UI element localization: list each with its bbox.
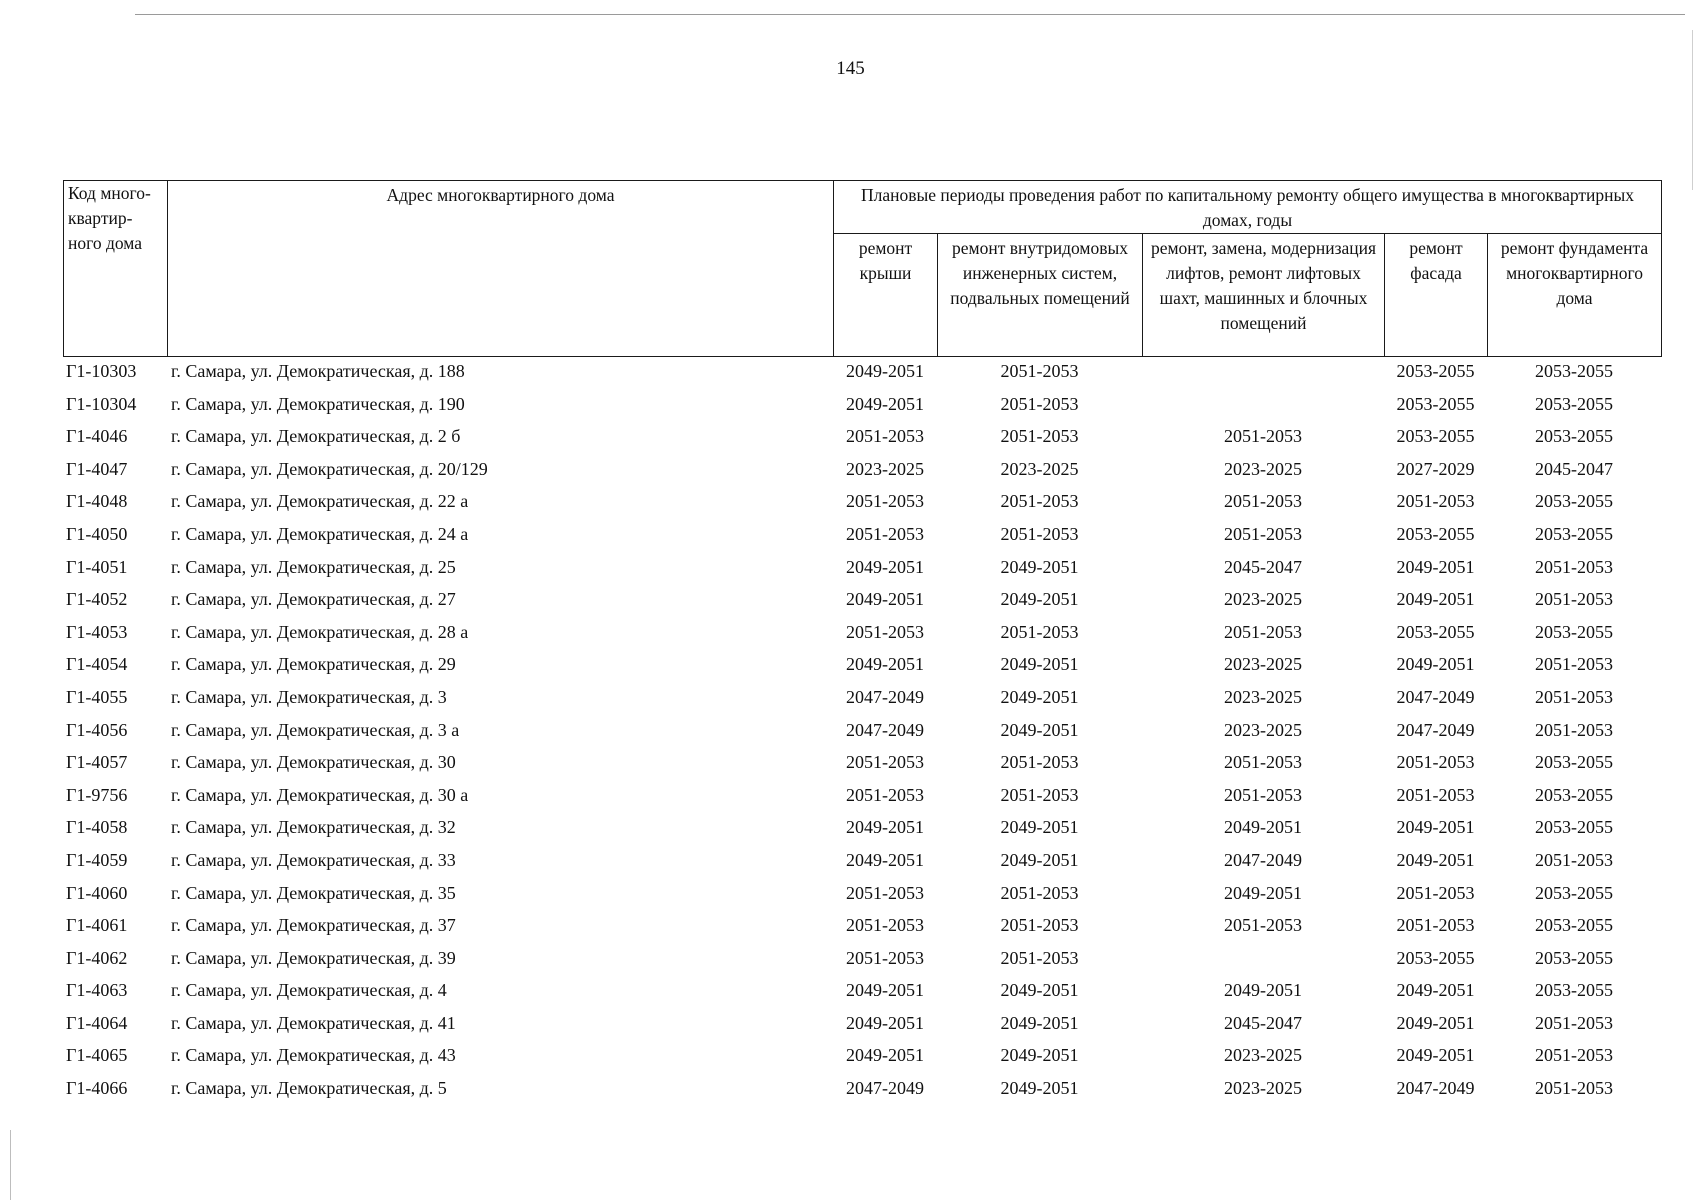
cell-foundation: 2051-2053 <box>1535 1045 1613 1066</box>
cell-facade: 2053-2055 <box>1396 523 1475 544</box>
cell-foundation: 2051-2053 <box>1535 556 1613 577</box>
cell-address: г. Самара, ул. Демократическая, д. 29 <box>171 654 456 675</box>
cell-roof: 2047-2049 <box>846 686 924 707</box>
table-row <box>63 976 1661 1009</box>
cell-address: г. Самара, ул. Демократическая, д. 30 <box>171 752 456 773</box>
cell-lift: 2051-2053 <box>1224 523 1302 544</box>
cell-address: г. Самара, ул. Демократическая, д. 28 а <box>171 621 469 642</box>
cell-code: Г1-4054 <box>66 654 128 675</box>
cell-code: Г1-10303 <box>66 361 137 381</box>
cell-foundation: 2051-2053 <box>1535 1078 1613 1099</box>
cell-code: Г1-4065 <box>66 1045 128 1066</box>
table-row <box>63 944 1661 977</box>
cell-code: Г1-4059 <box>66 849 128 870</box>
header-foundation-column: ремонт фундамента многоквартирного дома <box>1488 234 1662 357</box>
cell-foundation: 2053-2055 <box>1535 393 1613 414</box>
cell-facade: 2049-2051 <box>1396 980 1475 1001</box>
cell-code: Г1-4048 <box>66 491 128 512</box>
cell-facade: 2049-2051 <box>1396 817 1475 838</box>
table-row <box>63 390 1661 423</box>
cell-lift: 2049-2051 <box>1224 882 1302 903</box>
cell-roof: 2051-2053 <box>846 784 924 805</box>
cell-lift: 2023-2025 <box>1224 589 1302 610</box>
cell-systems: 2049-2051 <box>1000 686 1079 707</box>
cell-systems: 2051-2053 <box>1000 621 1079 642</box>
cell-code: Г1-4052 <box>66 589 128 610</box>
cell-systems: 2051-2053 <box>1000 523 1079 544</box>
cell-foundation: 2053-2055 <box>1535 784 1613 805</box>
header-systems-column: ремонт внутридомовых инженерных систем, подвальных помещений <box>938 234 1143 357</box>
cell-lift: 2045-2047 <box>1224 556 1302 577</box>
cell-lift: 2023-2025 <box>1224 458 1302 479</box>
table-row <box>63 748 1661 781</box>
cell-foundation: 2053-2055 <box>1535 426 1613 447</box>
table-row <box>63 1074 1661 1107</box>
header-plan-periods: Плановые периоды проведения работ по капитальному ремонту общего имущества в многоквартирных домах, годы <box>834 181 1662 234</box>
cell-foundation: 2053-2055 <box>1535 947 1613 968</box>
cell-foundation: 2051-2053 <box>1535 589 1613 610</box>
cell-foundation: 2051-2053 <box>1535 686 1613 707</box>
cell-address: г. Самара, ул. Демократическая, д. 3 <box>171 686 447 707</box>
cell-systems: 2049-2051 <box>1000 849 1079 870</box>
cell-lift: 2051-2053 <box>1224 621 1302 642</box>
cell-facade: 2047-2049 <box>1396 1078 1475 1099</box>
cell-code: Г1-4050 <box>66 523 128 544</box>
table-row <box>63 455 1661 488</box>
cell-facade: 2049-2051 <box>1396 1012 1475 1033</box>
cell-roof: 2051-2053 <box>846 523 924 544</box>
cell-facade: 2027-2029 <box>1396 458 1475 479</box>
header-code-column: Код много-квартир-ного дома <box>64 181 168 357</box>
scan-top-rule <box>135 14 1685 15</box>
table-row <box>63 553 1661 586</box>
cell-address: г. Самара, ул. Демократическая, д. 3 а <box>171 719 460 740</box>
cell-systems: 2051-2053 <box>1000 393 1079 414</box>
cell-foundation: 2051-2053 <box>1535 654 1613 675</box>
cell-systems: 2049-2051 <box>1000 980 1079 1001</box>
cell-lift: 2023-2025 <box>1224 654 1302 675</box>
table-row <box>63 487 1661 520</box>
cell-address: г. Самара, ул. Демократическая, д. 24 а <box>171 523 469 544</box>
cell-systems: 2051-2053 <box>1000 361 1079 381</box>
table-header <box>63 180 1662 357</box>
cell-address: г. Самара, ул. Демократическая, д. 32 <box>171 817 456 838</box>
cell-code: Г1-4060 <box>66 882 128 903</box>
cell-systems: 2051-2053 <box>1000 752 1079 773</box>
cell-roof: 2049-2051 <box>846 1012 924 1033</box>
cell-systems: 2049-2051 <box>1000 589 1079 610</box>
cell-facade: 2049-2051 <box>1396 589 1475 610</box>
cell-lift: 2051-2053 <box>1224 491 1302 512</box>
cell-code: Г1-4051 <box>66 556 128 577</box>
cell-address: г. Самара, ул. Демократическая, д. 27 <box>171 589 456 610</box>
cell-systems: 2049-2051 <box>1000 654 1079 675</box>
cell-foundation: 2053-2055 <box>1535 491 1613 512</box>
cell-roof: 2049-2051 <box>846 849 924 870</box>
table-row <box>63 716 1661 749</box>
header-roof-column: ремонт крыши <box>834 234 938 357</box>
table-body <box>63 357 1661 1107</box>
cell-lift: 2045-2047 <box>1224 1012 1302 1033</box>
cell-roof: 2051-2053 <box>846 491 924 512</box>
cell-systems: 2049-2051 <box>1000 1012 1079 1033</box>
cell-address: г. Самара, ул. Демократическая, д. 2 б <box>171 426 461 447</box>
cell-code: Г1-4063 <box>66 980 128 1001</box>
cell-roof: 2051-2053 <box>846 426 924 447</box>
cell-roof: 2051-2053 <box>846 915 924 936</box>
cell-facade: 2047-2049 <box>1396 686 1475 707</box>
cell-facade: 2053-2055 <box>1396 361 1475 381</box>
table-row <box>63 520 1661 553</box>
cell-facade: 2049-2051 <box>1396 654 1475 675</box>
cell-address: г. Самара, ул. Демократическая, д. 190 <box>171 393 465 414</box>
cell-code: Г1-4047 <box>66 458 128 479</box>
cell-foundation: 2051-2053 <box>1535 1012 1613 1033</box>
cell-facade: 2053-2055 <box>1396 426 1475 447</box>
cell-systems: 2051-2053 <box>1000 947 1079 968</box>
cell-address: г. Самара, ул. Демократическая, д. 188 <box>171 361 465 381</box>
cell-code: Г1-4055 <box>66 686 128 707</box>
cell-systems: 2051-2053 <box>1000 426 1079 447</box>
cell-foundation: 2051-2053 <box>1535 849 1613 870</box>
cell-foundation: 2051-2053 <box>1535 719 1613 740</box>
table-row <box>63 650 1661 683</box>
cell-systems: 2049-2051 <box>1000 1045 1079 1066</box>
cell-facade: 2051-2053 <box>1396 915 1475 936</box>
cell-code: Г1-4064 <box>66 1012 128 1033</box>
cell-systems: 2023-2025 <box>1000 458 1079 479</box>
cell-foundation: 2053-2055 <box>1535 817 1613 838</box>
page-number: 145 <box>836 58 865 79</box>
cell-roof: 2049-2051 <box>846 393 924 414</box>
cell-facade: 2053-2055 <box>1396 393 1475 414</box>
cell-roof: 2049-2051 <box>846 980 924 1001</box>
cell-roof: 2051-2053 <box>846 882 924 903</box>
cell-systems: 2049-2051 <box>1000 817 1079 838</box>
table-row <box>63 781 1661 814</box>
cell-facade: 2053-2055 <box>1396 621 1475 642</box>
cell-address: г. Самара, ул. Демократическая, д. 37 <box>171 915 456 936</box>
cell-lift: 2023-2025 <box>1224 1078 1302 1099</box>
cell-address: г. Самара, ул. Демократическая, д. 20/129 <box>171 458 488 479</box>
cell-roof: 2049-2051 <box>846 654 924 675</box>
cell-roof: 2049-2051 <box>846 1045 924 1066</box>
cell-systems: 2049-2051 <box>1000 1078 1079 1099</box>
cell-code: Г1-9756 <box>66 784 128 805</box>
cell-address: г. Самара, ул. Демократическая, д. 4 <box>171 980 447 1001</box>
cell-lift: 2051-2053 <box>1224 752 1302 773</box>
cell-roof: 2049-2051 <box>846 589 924 610</box>
header-lift-column: ремонт, замена, модернизация лифтов, ремонт лифтовых шахт, машинных и блочных помещений <box>1143 234 1385 357</box>
cell-foundation: 2045-2047 <box>1535 458 1613 479</box>
cell-code: Г1-4057 <box>66 752 128 773</box>
cell-code: Г1-4058 <box>66 817 128 838</box>
cell-code: Г1-4053 <box>66 621 128 642</box>
cell-address: г. Самара, ул. Демократическая, д. 22 а <box>171 491 469 512</box>
cell-address: г. Самара, ул. Демократическая, д. 5 <box>171 1078 447 1099</box>
cell-address: г. Самара, ул. Демократическая, д. 30 а <box>171 784 469 805</box>
cell-roof: 2049-2051 <box>846 556 924 577</box>
cell-systems: 2051-2053 <box>1000 491 1079 512</box>
cell-code: Г1-4056 <box>66 719 128 740</box>
table-row <box>63 879 1661 912</box>
header-address-column: Адрес многоквартирного дома <box>168 181 834 357</box>
cell-roof: 2047-2049 <box>846 719 924 740</box>
table-row <box>63 1009 1661 1042</box>
cell-lift: 2049-2051 <box>1224 817 1302 838</box>
cell-address: г. Самара, ул. Демократическая, д. 39 <box>171 947 456 968</box>
cell-address: г. Самара, ул. Демократическая, д. 41 <box>171 1012 456 1033</box>
table-row <box>63 846 1661 879</box>
cell-lift: 2023-2025 <box>1224 686 1302 707</box>
cell-roof: 2051-2053 <box>846 621 924 642</box>
cell-foundation: 2053-2055 <box>1535 523 1613 544</box>
cell-systems: 2049-2051 <box>1000 719 1079 740</box>
table-row <box>63 813 1661 846</box>
cell-systems: 2051-2053 <box>1000 915 1079 936</box>
cell-systems: 2051-2053 <box>1000 882 1079 903</box>
cell-facade: 2049-2051 <box>1396 849 1475 870</box>
cell-systems: 2051-2053 <box>1000 784 1079 805</box>
table-row <box>63 618 1661 651</box>
cell-code: Г1-4061 <box>66 915 128 936</box>
cell-lift: 2051-2053 <box>1224 784 1302 805</box>
cell-facade: 2049-2051 <box>1396 1045 1475 1066</box>
cell-lift: 2023-2025 <box>1224 719 1302 740</box>
cell-facade: 2051-2053 <box>1396 491 1475 512</box>
cell-lift: 2051-2053 <box>1224 426 1302 447</box>
cell-facade: 2051-2053 <box>1396 882 1475 903</box>
cell-foundation: 2053-2055 <box>1535 752 1613 773</box>
table-row <box>63 683 1661 716</box>
scan-right-edge <box>1692 30 1693 190</box>
cell-lift: 2049-2051 <box>1224 980 1302 1001</box>
cell-foundation: 2053-2055 <box>1535 882 1613 903</box>
cell-address: г. Самара, ул. Демократическая, д. 43 <box>171 1045 456 1066</box>
scan-left-edge <box>10 1130 11 1200</box>
table-row <box>63 422 1661 455</box>
cell-foundation: 2053-2055 <box>1535 915 1613 936</box>
table-row <box>63 1041 1661 1074</box>
cell-code: Г1-4046 <box>66 426 128 447</box>
table-row <box>63 911 1661 944</box>
cell-code: Г1-4062 <box>66 947 128 968</box>
cell-code: Г1-4066 <box>66 1078 128 1099</box>
cell-foundation: 2053-2055 <box>1535 621 1613 642</box>
cell-foundation: 2053-2055 <box>1535 361 1613 381</box>
cell-address: г. Самара, ул. Демократическая, д. 25 <box>171 556 456 577</box>
cell-roof: 2051-2053 <box>846 947 924 968</box>
cell-code: Г1-10304 <box>66 393 137 414</box>
cell-facade: 2053-2055 <box>1396 947 1475 968</box>
cell-systems: 2049-2051 <box>1000 556 1079 577</box>
cell-roof: 2051-2053 <box>846 752 924 773</box>
cell-facade: 2051-2053 <box>1396 752 1475 773</box>
header-facade-column: ремонт фасада <box>1385 234 1488 357</box>
cell-address: г. Самара, ул. Демократическая, д. 33 <box>171 849 456 870</box>
cell-lift: 2047-2049 <box>1224 849 1302 870</box>
cell-roof: 2047-2049 <box>846 1078 924 1099</box>
cell-roof: 2049-2051 <box>846 361 924 381</box>
cell-facade: 2051-2053 <box>1396 784 1475 805</box>
table-row <box>63 585 1661 618</box>
cell-foundation: 2053-2055 <box>1535 980 1613 1001</box>
cell-address: г. Самара, ул. Демократическая, д. 35 <box>171 882 456 903</box>
cell-lift: 2023-2025 <box>1224 1045 1302 1066</box>
cell-roof: 2023-2025 <box>846 458 924 479</box>
cell-facade: 2047-2049 <box>1396 719 1475 740</box>
cell-roof: 2049-2051 <box>846 817 924 838</box>
cell-lift: 2051-2053 <box>1224 915 1302 936</box>
cell-facade: 2049-2051 <box>1396 556 1475 577</box>
table-row <box>63 357 1661 390</box>
